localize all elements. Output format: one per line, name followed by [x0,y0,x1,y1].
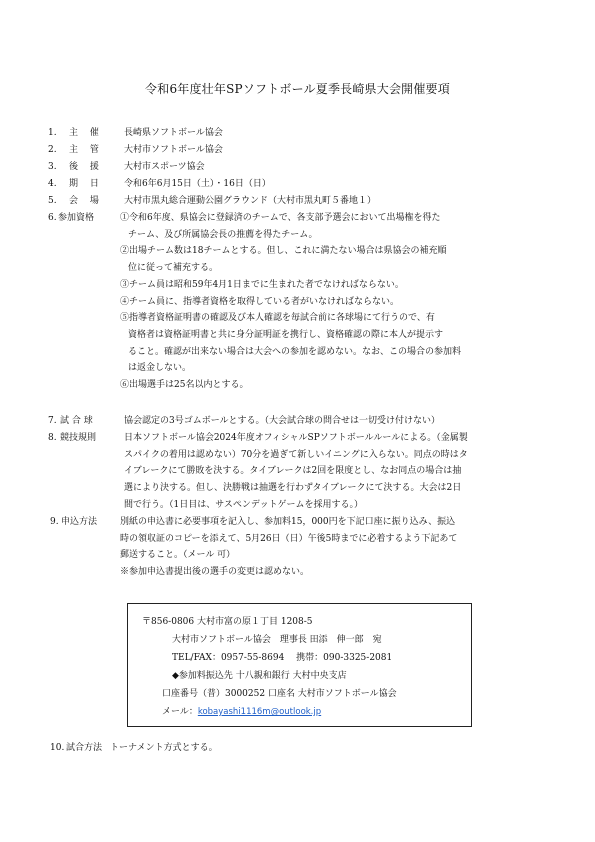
item-number: 3. [48,162,57,172]
text-line: 別紙の申込書に必要事項を記入し、参加料15，000円を下記口座に振り込み、振込 [120,517,456,527]
item-number: 9. [50,517,59,527]
item-number: 5. [48,196,57,206]
qualification-text [120,210,461,394]
contact-email-label: メール： [162,707,198,717]
text-line: チーム、及び所属協会長の推薦を得たチーム。 [128,229,318,240]
item-number: 10. [50,743,65,753]
item-label: 会 場 [69,196,99,206]
item-number: 8. [48,433,57,443]
item-label: 後 援 [69,162,99,172]
text-line: 時の領収証のコピーを添えて、5月26日（日）午後5時までに必着するよう下記あて [120,533,458,544]
text-line: 資格者は資格証明書と共に身分証明証を携行し、資格確認の際に本人が提示す [128,329,444,340]
contact-phone: TEL/FAX：0957‐55‐8694 携帯：090‐3325‐2081 [172,653,393,663]
item-label: 試合方法 [66,743,103,753]
contact-box [127,603,472,727]
document-title: 令和6年度壮年SPソフトボール夏季長崎県大会開催要項 [145,82,450,96]
item-label: 申込方法 [61,517,98,527]
text-line: ②出場チーム数は18チームとする。但し、これに満たない場合は県協会の補充順 [120,246,447,257]
text-line: 間で行う。（1日目は、サスペンデットゲームを採用する。） [124,499,364,510]
text-line: ⑤指導者資格証明書の確認及び本人確認を毎試合前に各球場にて行うので、有 [120,313,435,324]
text-line: 日本ソフトボール協会2024年度オフィシャルSPソフトボールルールによる。（金属製 [124,433,468,443]
text-line: ⑥出場選手は25名以内とする。 [120,380,249,391]
text-line: 郵送すること。（メール 可） [120,550,236,561]
item-number: 2. [48,145,57,155]
item-value: 長崎県ソフトボール協会 [124,128,223,138]
email-link[interactable]: kobayashi1116m@outlook.jp [197,707,322,717]
rules-text [124,430,468,514]
text-line: は返金しない。 [128,363,192,374]
item-label: 試 合 球 [60,416,93,426]
text-line: ること。確認が出来ない場合は大会への参加を認めない。なお、この場合の参加料 [128,346,462,357]
text-line: ①令和6年度、県協会に登録済のチームで、各支部予選会において出場権を得た [120,213,441,223]
text-line: イブレークにて勝敗を決する。タイブレークは2回を限度とし、なお同点の場合は抽 [124,466,462,477]
item-value: 令和6年6月15日（土）・16日（日） [124,179,271,189]
item-value: 大村市ソフトボール協会 [124,145,223,155]
item-number: 6. [48,213,57,223]
item-number: 4. [48,179,57,189]
text-line: ③チーム員は昭和59年4月1日までに生まれた者でなければならない。 [120,279,404,290]
contact-email-row [162,704,321,720]
item-label: 主 管 [69,145,99,155]
text-line: ④チーム員に、指導者資格を取得している者がいなければならない。 [120,296,400,307]
item-value: トーナメント方式とする。 [110,743,218,753]
application-text [120,514,457,581]
item-value: 協会認定の3号ゴムボールとする。（大会試合球の問合せは一切受け付けない） [124,416,441,426]
item-label: 期 日 [69,179,99,189]
item-value: 大村市スポーツ協会 [124,162,205,172]
contact-organization: 大村市ソフトボール協会 理事長 田添 伸一郎 宛 [172,635,382,645]
text-line: スパイクの着用は認めない）70分を過ぎて新しいイニングに入らない。同点の時はタ [124,449,468,460]
contact-account: 口座番号（普）3000252 口座名 大村市ソフトボール協会 [162,689,397,699]
text-line: 位に従って補充する。 [128,263,219,274]
contact-address: 〒856‐0806 大村市富の原１丁目 1208-5 [142,617,313,627]
application-note: ※参加申込書提出後の選手の変更は認めない。 [120,567,310,578]
item-number: 7. [48,416,57,426]
item-label: 主 催 [69,128,99,138]
text-line: 選により決する。但し、決勝戦は抽選を行わずタイブレークにて決する。大会は2日 [124,483,462,494]
item-label: 競技規則 [60,433,97,443]
item-label: 参加資格 [58,213,95,223]
item-value: 大村市黒丸総合運動公園グラウンド（大村市黒丸町５番地１） [124,196,377,206]
item-number: 1. [48,128,57,138]
contact-bank: ◆参加料振込先 十八親和銀行 大村中央支店 [172,671,347,681]
